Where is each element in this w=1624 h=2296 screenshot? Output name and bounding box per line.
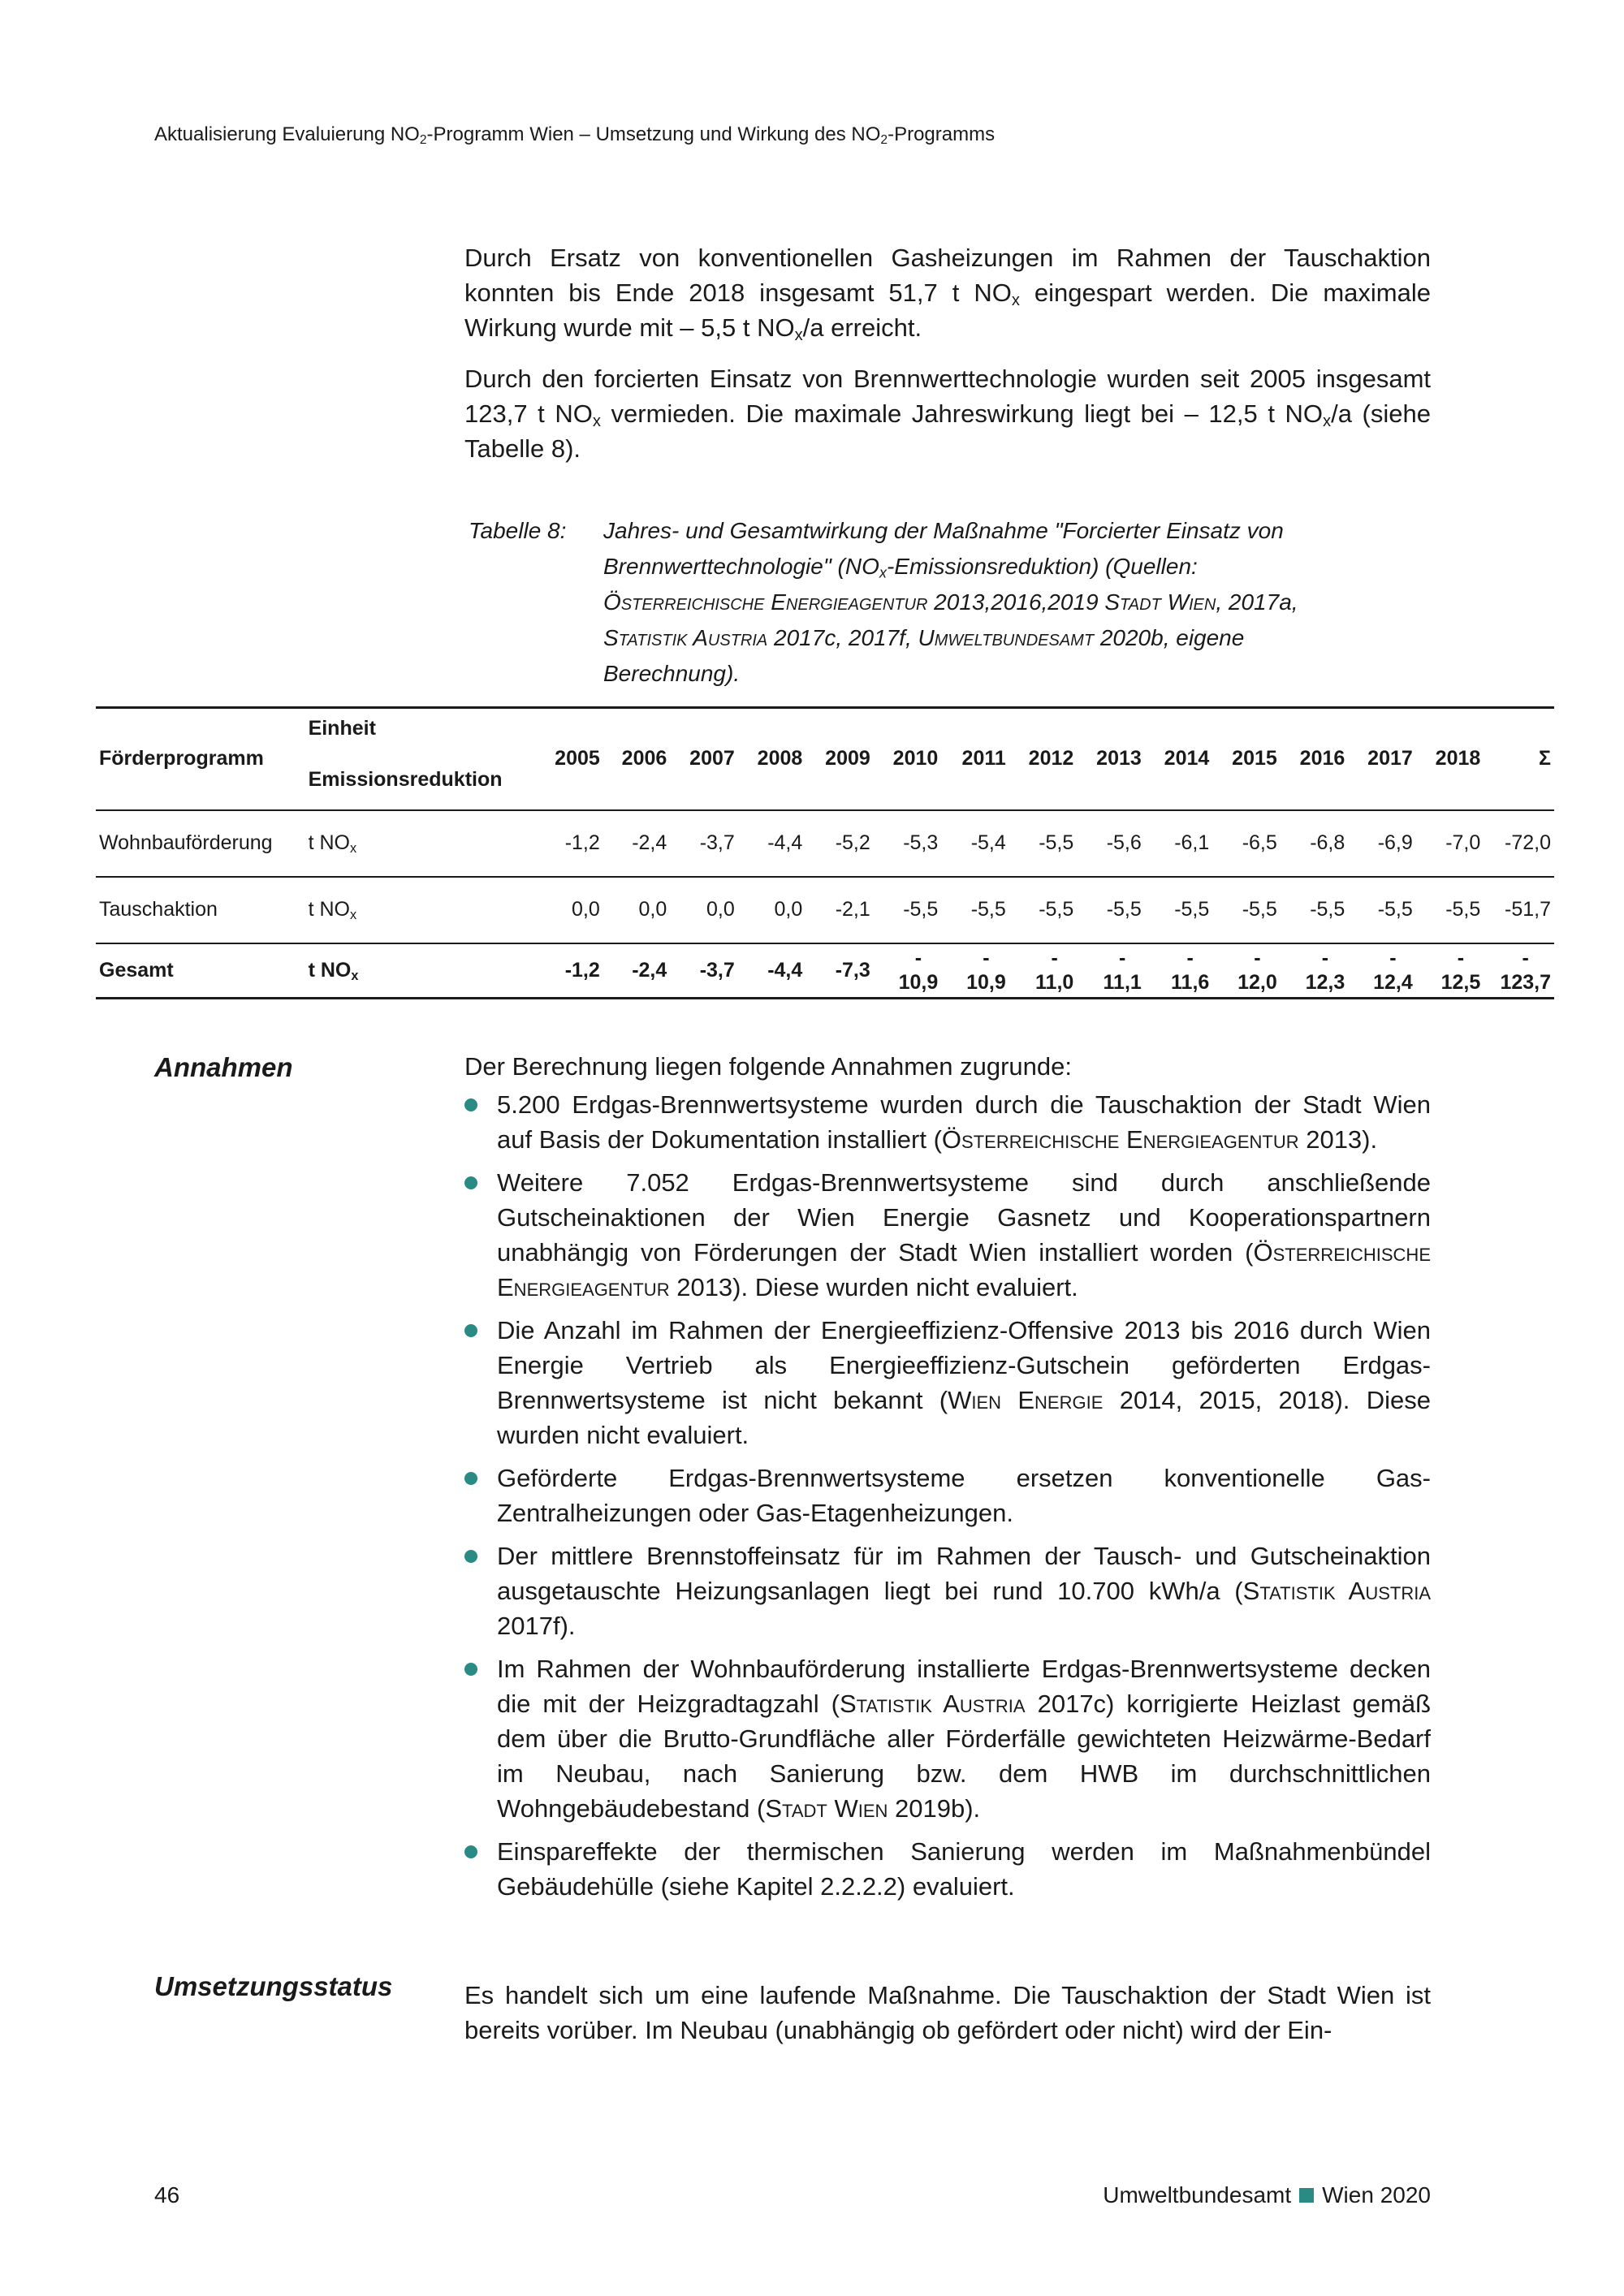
bullet-icon xyxy=(464,1663,477,1676)
bullet-icon xyxy=(464,1176,477,1189)
table-cell: -5,3 xyxy=(874,810,942,877)
header-text: Aktualisierung Evaluierung NO xyxy=(154,123,420,145)
table-cell: -5,5 xyxy=(1281,877,1349,943)
caption-label: Tabelle 8: xyxy=(469,518,567,543)
intro-paragraph-1: Durch Ersatz von konventionellen Gasheizungen im Rahmen der Tauschaktion konnten bis Ende 2018 insgesamt 51,7 t $NO_x$ eingespart werden. Die maximale Wirkung wurde mit – 5,5 t $NO_x/a$ erreicht. xyxy=(464,244,1431,345)
table-row xyxy=(96,810,1554,877)
total-cell: - 12,4 xyxy=(1348,943,1416,999)
table-cell: -5,5 xyxy=(874,877,942,943)
bullet-icon xyxy=(464,1098,477,1111)
header-year: 2006 xyxy=(603,708,671,810)
umsetzungsstatus-section xyxy=(464,1978,1431,2064)
table-cell: -4,4 xyxy=(738,810,806,877)
table-cell: -5,5 xyxy=(1009,877,1078,943)
total-cell: - 11,0 xyxy=(1009,943,1078,999)
table-cell: -5,5 xyxy=(1416,877,1484,943)
header-program: Förderprogramm xyxy=(96,708,305,810)
table-cell-sum: -51,7 xyxy=(1484,877,1554,943)
annahmen-intro: Der Berechnung liegen folgende Annahmen zugrunde: xyxy=(464,1052,1072,1081)
total-cell: - 12,5 xyxy=(1416,943,1484,999)
bullet-icon xyxy=(464,1472,477,1485)
header-year: 2013 xyxy=(1077,708,1145,810)
table-cell: -7,0 xyxy=(1416,810,1484,877)
list-item: Geförderte Erdgas-Brennwertsysteme ersetzen konventionelle Gas-Zentralheizungen oder Gas-Etagenheizungen. xyxy=(464,1461,1431,1530)
table-cell: -5,5 xyxy=(1348,877,1416,943)
header-year: 2010 xyxy=(874,708,942,810)
annahmen-label: Annahmen xyxy=(154,1052,293,1082)
total-cell: -3,7 xyxy=(670,943,738,999)
total-cell: -7,3 xyxy=(806,943,874,999)
table-cell-sum: -72,0 xyxy=(1484,810,1554,877)
table-cell: -6,1 xyxy=(1145,810,1213,877)
header-year: 2017 xyxy=(1348,708,1416,810)
table-cell: -5,5 xyxy=(1145,877,1213,943)
row-unit: t $NO_x$ xyxy=(305,810,542,877)
header-unit: Einheit Emissionsreduktion xyxy=(305,708,542,810)
total-cell: - 12,3 xyxy=(1281,943,1349,999)
table-cell: -5,5 xyxy=(1077,877,1145,943)
header-year: 2015 xyxy=(1212,708,1281,810)
list-item: Im Rahmen der Wohnbauförderung installierte Erdgas-Brennwertsysteme decken die mit der Heizgradtagzahl (Statistik Austria 2017c) korrigierte Heizlast gemäß dem über die Brutto-Grundfläche aller Förderfälle gewichteten Heizwärme-Bedarf im Neubau, nach Sanierung bzw. dem HWB im durchschnittlichen Wohngebäudebestand (Stadt Wien 2019b). xyxy=(464,1651,1431,1826)
caption-text: Jahres- und Gesamtwirkung der Maßnahme "Forcierter Einsatz von Brennwerttechnologie" $(NO_x-Emissionsreduktion)$ (Quellen: Österreichische Energieagentur 2013,2016,2019 Stadt Wien, 2017a, Statistik Austria 2017c, 2017f, Umweltbundesamt 2020b, eigene Berechnung). xyxy=(603,518,1298,686)
table-cell: -5,4 xyxy=(941,810,1009,877)
table-cell: -6,8 xyxy=(1281,810,1349,877)
bullet-icon xyxy=(464,1550,477,1563)
table-cell: -1,2 xyxy=(542,810,603,877)
page-number: 46 xyxy=(154,2182,180,2208)
table-total-row xyxy=(96,943,1554,999)
annahmen-section xyxy=(464,1049,1431,1912)
list-item: 5.200 Erdgas-Brennwertsysteme wurden durch die Tauschaktion der Stadt Wien auf Basis der Dokumentation installiert (Österreichische Energieagentur 2013). xyxy=(464,1087,1431,1157)
table-cell: -2,1 xyxy=(806,877,874,943)
table-cell: -5,5 xyxy=(1009,810,1078,877)
table-cell: -5,5 xyxy=(941,877,1009,943)
header-sum: Σ xyxy=(1484,708,1554,810)
list-item: Der mittlere Brennstoffeinsatz für im Rahmen der Tausch- und Gutscheinaktion ausgetauschte Heizungsanlagen liegt bei rund 10.700 kWh/a (Statistik Austria 2017f). xyxy=(464,1539,1431,1643)
table-row xyxy=(96,877,1554,943)
table-cell: -2,4 xyxy=(603,810,671,877)
header-year: 2007 xyxy=(670,708,738,810)
header-year: 2009 xyxy=(806,708,874,810)
header-year: 2008 xyxy=(738,708,806,810)
list-item: Weitere 7.052 Erdgas-Brennwertsysteme sind durch anschließende Gutscheinaktionen der Wien Energie Gasnetz und Kooperationspartnern unabhängig von Förderungen der Stadt Wien installiert worden (Österreichische Energieagentur 2013). Diese wurden nicht evaluiert. xyxy=(464,1165,1431,1305)
total-unit: t $NO_x$ xyxy=(305,943,542,999)
umsetzungsstatus-text: Es handelt sich um eine laufende Maßnahme. Die Tauschaktion der Stadt Wien ist bereits vorüber. Im Neubau (unabhängig ob gefördert oder nicht) wird der Ein- xyxy=(464,1981,1431,2044)
total-cell: -2,4 xyxy=(603,943,671,999)
running-header xyxy=(154,123,995,146)
intro-section xyxy=(464,240,1431,482)
list-item: Einspareffekte der thermischen Sanierung werden im Maßnahmenbündel Gebäudehülle (siehe Kapitel 2.2.2.2) evaluiert. xyxy=(464,1834,1431,1904)
header-year: 2005 xyxy=(542,708,603,810)
total-cell: - 12,0 xyxy=(1212,943,1281,999)
header-year: 2011 xyxy=(941,708,1009,810)
table-cell: -5,5 xyxy=(1212,877,1281,943)
table-cell: -6,9 xyxy=(1348,810,1416,877)
table-cell: 0,0 xyxy=(603,877,671,943)
total-cell: - 10,9 xyxy=(941,943,1009,999)
table-cell: -6,5 xyxy=(1212,810,1281,877)
annahmen-list xyxy=(464,1087,1431,1904)
bullet-icon xyxy=(464,1324,477,1337)
square-icon xyxy=(1299,2188,1314,2203)
row-program: Tauschaktion xyxy=(96,877,305,943)
total-cell: -1,2 xyxy=(542,943,603,999)
header-year: 2014 xyxy=(1145,708,1213,810)
total-cell: - 10,9 xyxy=(874,943,942,999)
row-unit: t $NO_x$ xyxy=(305,877,542,943)
total-cell: -4,4 xyxy=(738,943,806,999)
intro-paragraph-2: Durch den forcierten Einsatz von Brennwerttechnologie wurden seit 2005 insgesamt 123,7 t $NO_x$ vermieden. Die maximale Jahreswirkung liegt bei – 12,5 t $NO_x/a$ (siehe Tabelle 8). xyxy=(464,365,1431,463)
header-year: 2018 xyxy=(1416,708,1484,810)
total-cell: - 11,6 xyxy=(1145,943,1213,999)
header-subscript: 2 xyxy=(880,132,888,147)
header-year: 2012 xyxy=(1009,708,1078,810)
table-header-row xyxy=(96,708,1554,810)
header-text: -Programms xyxy=(888,123,996,145)
emission-reduction-table xyxy=(96,706,1554,999)
table-cell: 0,0 xyxy=(670,877,738,943)
table-cell: 0,0 xyxy=(542,877,603,943)
table-cell: -5,6 xyxy=(1077,810,1145,877)
total-program: Gesamt xyxy=(96,943,305,999)
table-cell: -3,7 xyxy=(670,810,738,877)
umsetzungsstatus-label: Umsetzungsstatus xyxy=(154,1971,393,2001)
table-cell: -5,2 xyxy=(806,810,874,877)
list-item: Die Anzahl im Rahmen der Energieeffizienz-Offensive 2013 bis 2016 durch Wien Energie Vertrieb als Energieeffizienz-Gutschein geförderten Erdgas-Brennwertsysteme ist nicht bekannt (Wien Energie 2014, 2015, 2018). Diese wurden nicht evaluiert. xyxy=(464,1313,1431,1452)
header-subscript: 2 xyxy=(419,132,427,147)
total-cell: - 11,1 xyxy=(1077,943,1145,999)
row-program: Wohnbauförderung xyxy=(96,810,305,877)
total-cell-sum: - 123,7 xyxy=(1484,943,1554,999)
table-cell: 0,0 xyxy=(738,877,806,943)
header-year: 2016 xyxy=(1281,708,1349,810)
header-text: -Programm Wien – Umsetzung und Wirkung des NO xyxy=(426,123,881,145)
footer-publisher: Umweltbundesamt Wien 2020 xyxy=(1103,2182,1431,2208)
bullet-icon xyxy=(464,1845,477,1858)
